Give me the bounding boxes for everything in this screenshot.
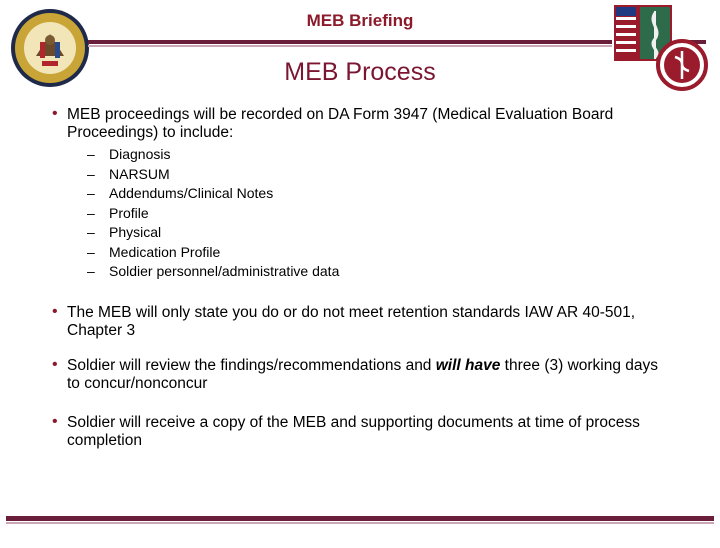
bullet-da-form-3947 bbox=[52, 106, 672, 282]
bullet-text: The MEB will only state you do or do not meet retention standards IAW AR 40-501, Chapter 3 bbox=[67, 303, 636, 339]
sub-item-personnel-data: – Soldier personnel/administrative data bbox=[87, 263, 340, 279]
bullet-marker: • bbox=[52, 412, 58, 430]
slide-title: MEB Process bbox=[284, 58, 436, 86]
bullet-review-findings bbox=[52, 357, 672, 393]
bullet-receive-copy bbox=[52, 414, 672, 450]
bullet-text-post: three (3) working days to concur/nonconcur bbox=[67, 356, 659, 392]
header-rule bbox=[88, 40, 612, 44]
medical-department-emblem bbox=[612, 3, 708, 95]
footer-rule bbox=[6, 516, 714, 521]
sub-item-addendums: – Addendums/Clinical Notes bbox=[87, 185, 274, 201]
brand-title: MEB Briefing bbox=[306, 11, 414, 30]
header-rule-light bbox=[88, 45, 612, 47]
bullet-marker: • bbox=[52, 302, 58, 320]
sub-item-profile: – Profile bbox=[87, 204, 149, 221]
bullet-marker: • bbox=[52, 355, 58, 373]
sub-list bbox=[67, 145, 672, 282]
bullet-text: MEB proceedings will be recorded on DA Form 3947 (Medical Evaluation Board Proceedings) to include: bbox=[67, 106, 614, 141]
sub-item-narsum: – NARSUM bbox=[87, 165, 170, 182]
bullet-retention-standards bbox=[52, 304, 672, 340]
bullet-text-emphasis: will have bbox=[435, 356, 501, 374]
sub-item-diagnosis: – Diagnosis bbox=[87, 146, 171, 162]
sub-item-physical: – Physical bbox=[87, 224, 162, 240]
bullet-marker: • bbox=[52, 105, 58, 122]
sub-item-medication-profile: – Medication Profile bbox=[87, 243, 221, 260]
footer-rule-light bbox=[6, 522, 714, 524]
bullet-text-pre: Soldier will review the findings/recommendations and bbox=[67, 356, 436, 374]
bullet-text: Soldier will receive a copy of the MEB and supporting documents at time of process completion bbox=[67, 413, 640, 449]
slide-content bbox=[52, 106, 672, 450]
